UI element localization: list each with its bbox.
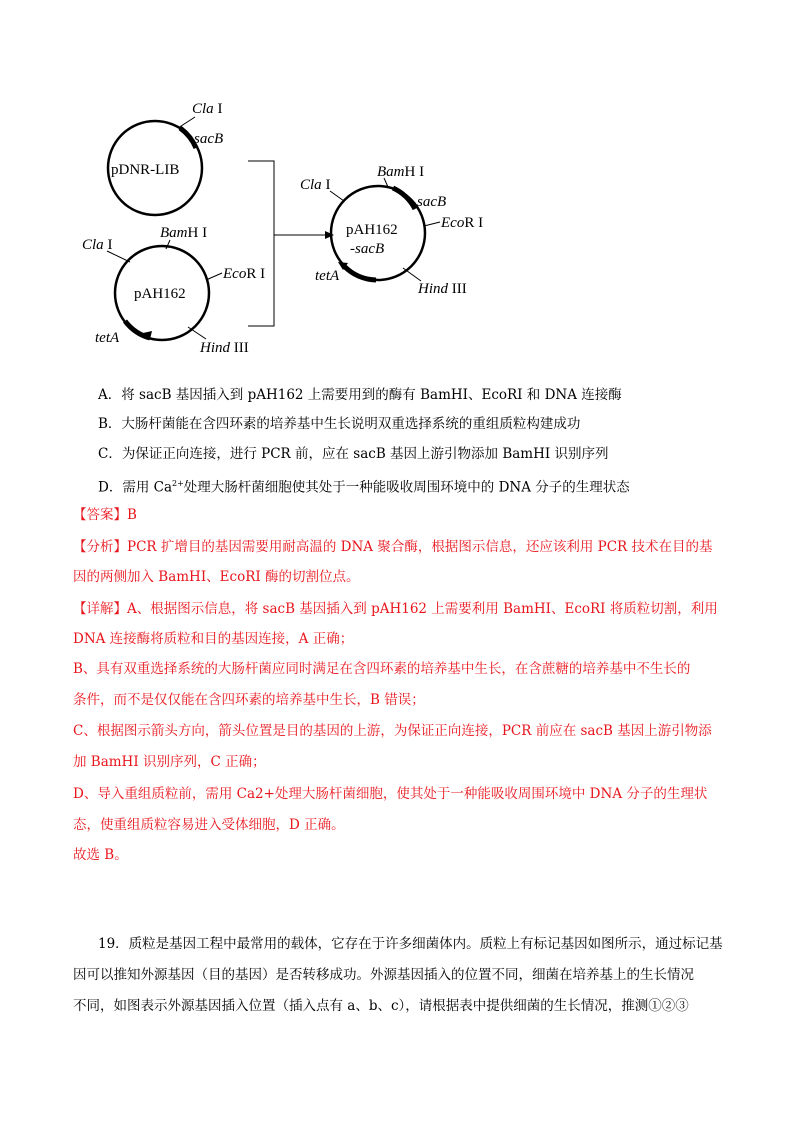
plasmid3-name-line2: -sacB	[350, 241, 385, 257]
plasmid2-name: pAH162	[134, 286, 186, 302]
plasmid2-cla-label: Cla I	[82, 237, 113, 253]
answer-conclusion: 故选 B。	[73, 847, 128, 863]
detail-line-2: DNA 连接酶将质粒和目的基因连接，A 正确；	[73, 631, 354, 647]
plasmid1-name: pDNR-LIB	[111, 162, 180, 178]
plasmid-pah162-sacb	[300, 164, 483, 297]
plasmid3-cla-label: Cla I	[300, 177, 331, 193]
analysis-line-2: 因的两侧加入 BamHI、EcoRI 酶的切割位点。	[73, 569, 360, 585]
plasmid3-hind-label: Hind III	[418, 281, 467, 297]
question19-line-2: 因可以推知外源基因（目的基因）是否转移成功。外源基因插入的位置不同，细菌在培养基上的生长情况	[73, 967, 694, 983]
plasmid3-bam-label: BamH I	[377, 164, 425, 180]
detail-line-8: 态，使重组质粒容易进入受体细胞，D 正确。	[73, 817, 345, 833]
detail-line-7: D、导入重组质粒前，需用 Ca2+处理大肠杆菌细胞，使其处于一种能吸收周围环境中 DNA 分子的生理状	[73, 786, 708, 802]
plasmid2-teta-label: tetA	[95, 330, 120, 346]
teta-gene-segment	[344, 266, 376, 280]
option-a: A．将 sacB 基因插入到 pAH162 上需要用到的酶有 BamHI、EcoRI 和 DNA 连接酶	[98, 387, 622, 403]
plasmid-construction-diagram	[0, 0, 800, 370]
eco-site-pointer	[206, 273, 222, 280]
plasmid1-cla-label: Cla I	[192, 101, 223, 117]
hind-site-pointer	[188, 327, 206, 339]
eco-site-pointer	[424, 222, 440, 226]
plasmid-pdnr-lib	[108, 101, 223, 215]
plasmid1-sacb-label: sacB	[194, 131, 224, 147]
hind-site-pointer	[403, 268, 421, 281]
option-b: B．大肠杆菌能在含四环素的培养基中生长说明双重选择系统的重组质粒构建成功	[98, 416, 581, 432]
detail-line-1: 【详解】A、根据图示信息，将 sacB 基因插入到 pAH162 上需要利用 BamHI、EcoRI 将质粒切割，利用	[73, 601, 718, 617]
detail-line-3: B、具有双重选择系统的大肠杆菌应同时满足在含四环素的培养基中生长，在含蔗糖的培养基中不生长的	[73, 661, 691, 677]
plasmid-pah162	[82, 225, 265, 356]
plasmid3-sacb-label: sacB	[417, 194, 447, 210]
plasmid3-eco-label: EcoR I	[441, 215, 484, 231]
question19-line-3: 不同，如图表示外源基因插入位置（插入点有 a、b、c），请根据表中提供细菌的生长情况，推测①②③	[73, 998, 689, 1014]
cla-site-pointer	[330, 191, 344, 201]
plasmid3-teta-label: tetA	[315, 268, 340, 284]
answer-label: 【答案】B	[73, 507, 137, 523]
analysis-line-1: 【分析】PCR 扩增目的基因需要用耐高温的 DNA 聚合酶，根据图示信息，还应该利用 PCR 技术在目的基	[73, 539, 713, 555]
cla-site-pointer	[178, 117, 195, 128]
question19-line-1: 19．质粒是基因工程中最常用的载体，它存在于许多细菌体内。质粒上有标记基因如图所示，通过标记基	[98, 936, 723, 952]
option-c: C．为保证正向连接，进行 PCR 前，应在 sacB 基因上游引物添加 BamHI 识别序列	[98, 446, 609, 462]
plasmid2-bam-label: BamH I	[160, 225, 208, 241]
detail-line-6: 加 BamHI 识别序列，C 正确；	[73, 754, 266, 770]
detail-line-5: C、根据图示箭头方向，箭头位置是目的基因的上游，为保证正向连接，PCR 前应在 sacB 基因上游引物添	[73, 723, 712, 739]
detail-line-4: 条件，而不是仅仅能在含四环素的培养基中生长，B 错误；	[73, 692, 425, 708]
option-d: D．需用 $Ca^{2+}$处理大肠杆菌细胞使其处于一种能吸收周围环境中的 DNA 分子的生理状态	[98, 479, 630, 496]
plasmid3-name-line1: pAH162	[346, 222, 398, 238]
plasmid2-hind-label: Hind III	[200, 340, 249, 356]
plasmid2-eco-label: EcoR I	[223, 266, 266, 282]
